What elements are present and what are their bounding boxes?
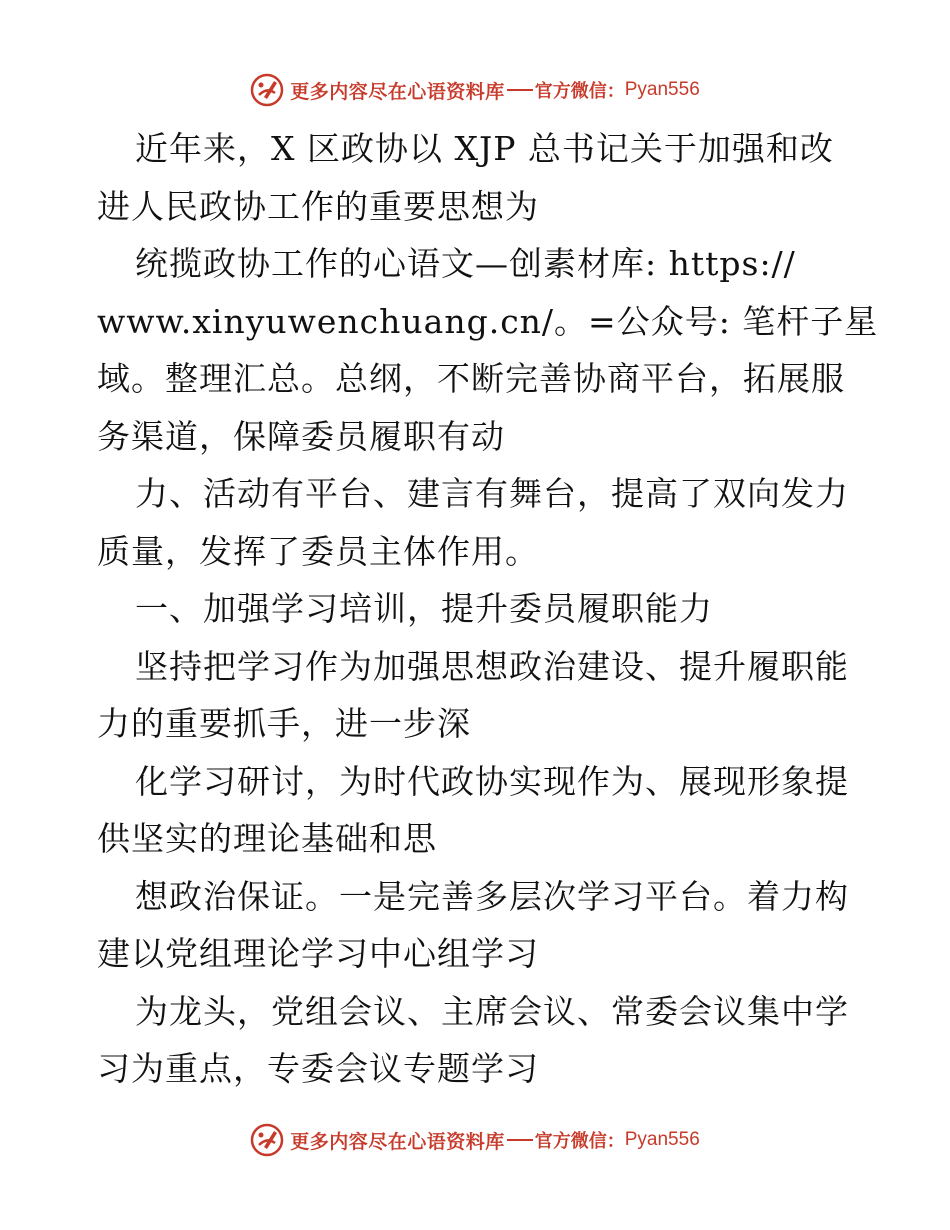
banner-official-label: 官方微信： [534, 1131, 625, 1152]
banner-wechat-id: Pyan556 [624, 79, 700, 100]
text-line: 域。整理汇总。总纲，不断完善协商平台，拓展服 [97, 359, 845, 398]
footer-banner [0, 1120, 950, 1160]
banner-wechat-id: Pyan556 [624, 1129, 700, 1150]
text-line: 供坚实的理论基础和思 [97, 819, 437, 858]
banner-text: 更多内容尽在心语资料库 [290, 80, 505, 103]
banner-text: 更多内容尽在心语资料库 [290, 1130, 505, 1153]
document-body [97, 120, 879, 1098]
header-banner [0, 70, 950, 110]
text-line: 质量，发挥了委员主体作用。 [97, 531, 539, 571]
text-line: 务渠道，保障委员履职有动 [97, 416, 505, 456]
text-line: 统揽政协工作的心语文—创素材库: https:// [135, 244, 796, 283]
text-line: 近年来，X 区政协以 XJP 总书记关于加强和改 [135, 129, 834, 168]
section-heading: 一、加强学习培训，提升委员履职能力 [135, 589, 713, 628]
pen-book-logo-icon [250, 1123, 284, 1157]
pen-book-logo-icon [250, 73, 284, 107]
text-line: 习为重点，专委会议专题学习 [97, 1049, 539, 1088]
text-line: 力的重要抓手，进一步深 [97, 704, 471, 743]
banner-dash [507, 89, 533, 91]
text-line: 力、活动有平台、建言有舞台，提高了双向发力 [135, 474, 849, 513]
banner-official-label: 官方微信： [534, 81, 625, 102]
text-line: 坚持把学习作为加强思想政治建设、提升履职能 [135, 646, 849, 686]
text-line: 化学习研讨，为时代政协实现作为、展现形象提 [135, 761, 849, 801]
text-line: 进人民政协工作的重要思想为 [97, 186, 539, 226]
text-line: www.xinyuwenchuang.cn/。=公众号: 笔杆子星 [97, 301, 879, 341]
text-line: 建以党组理论学习中心组学习 [97, 934, 539, 973]
text-line: 想政治保证。一是完善多层次学习平台。着力构 [135, 876, 849, 916]
banner-dash [507, 1139, 533, 1141]
text-line: 为龙头，党组会议、主席会议、常委会议集中学 [135, 991, 849, 1031]
